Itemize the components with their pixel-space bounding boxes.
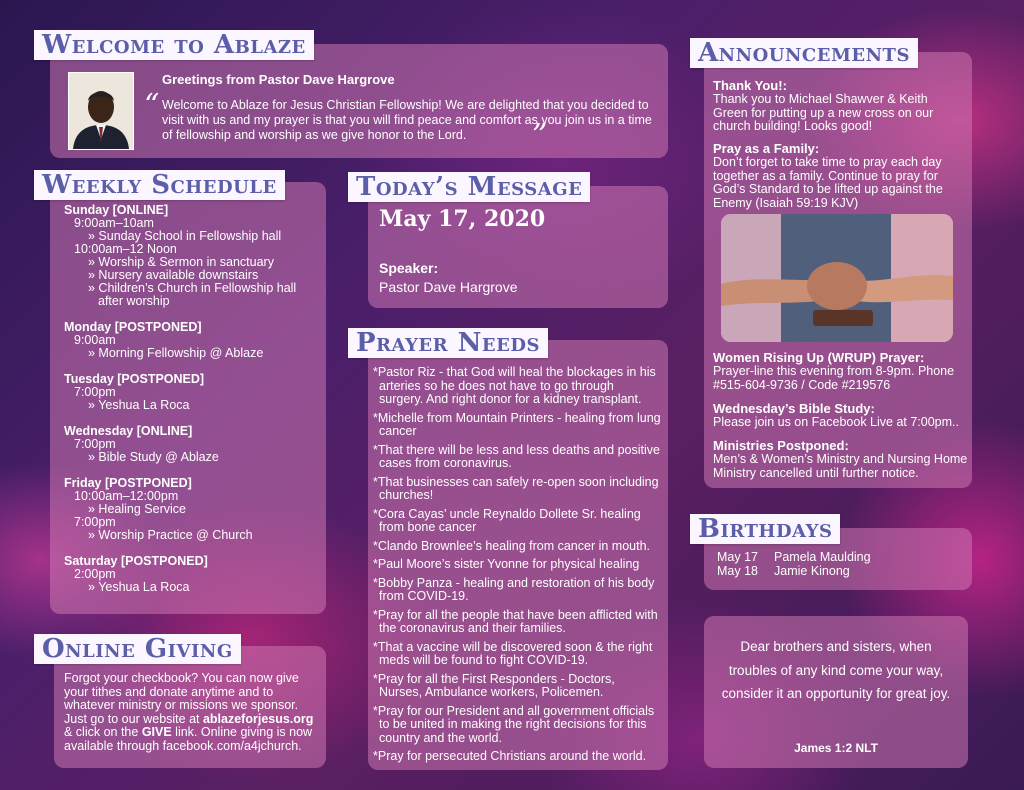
open-quote-mark: “	[144, 88, 160, 123]
announcement-3	[713, 350, 969, 392]
announcement-3-text: Prayer-line this evening from 8-9pm. Phone #515-604-9736 / Code #219576	[713, 364, 955, 392]
friday-time-1: 10:00am–12:00pm	[74, 489, 179, 503]
announcements-heading: Announcements	[690, 38, 918, 68]
wednesday-label: Wednesday [ONLINE]	[64, 424, 193, 438]
monday-event-1: » Morning Fellowship @ Ablaze	[88, 346, 264, 360]
greeting-title: Greetings from Pastor Dave Hargrove	[162, 72, 395, 87]
message-date: May 17, 2020	[379, 206, 546, 232]
sunday-time-1: 9:00am–10am	[74, 216, 154, 230]
sunday-event-2: » Worship & Sermon in sanctuary	[88, 255, 274, 269]
sunday-event-4-cont: after worship	[98, 294, 170, 308]
announcement-5-text: Men’s & Women’s Ministry and Nursing Home Ministry cancelled until further notice.	[713, 452, 968, 480]
friday-label: Friday [POSTPONED]	[64, 476, 192, 490]
prayer-item: *Pray for persecuted Christians around the world.	[373, 749, 647, 763]
announcement-2	[713, 141, 965, 210]
speaker-label: Speaker:	[379, 260, 439, 276]
welcome-heading: Welcome to Ablaze	[34, 30, 314, 60]
giving-text-3: link. Online giving is now available through facebook.com/a4jchurch.	[64, 725, 313, 753]
announcement-5-title: Ministries Postponed:	[713, 438, 849, 453]
sunday-event-1: » Sunday School in Fellowship hall	[88, 229, 282, 243]
sunday-event-3: » Nursery available downstairs	[88, 268, 259, 282]
giving-heading: Online Giving	[34, 634, 241, 664]
verse-reference: James 1:2 NLT	[794, 741, 878, 755]
wednesday-event-1: » Bible Study @ Ablaze	[88, 450, 219, 464]
sunday-label: Sunday [ONLINE]	[64, 203, 169, 217]
friday-time-2: 7:00pm	[74, 515, 116, 529]
announcement-1	[713, 78, 965, 134]
announcement-4-text: Please join us on Facebook Live at 7:00pm..	[713, 415, 959, 429]
prayer-item: *Paul Moore’s sister Yvonne for physical healing	[373, 557, 640, 571]
giving-text-2: & click on the	[64, 725, 142, 739]
schedule-list	[64, 204, 324, 594]
friday-event-2: » Worship Practice @ Church	[88, 528, 253, 542]
saturday-label: Saturday [POSTPONED]	[64, 554, 208, 568]
tuesday-event-1: » Yeshua La Roca	[88, 398, 190, 412]
monday-label: Monday [POSTPONED]	[64, 320, 202, 334]
prayer-item: *Pastor Riz - that God will heal the blockages in his arteries so he does not have to go through surgery. And right donor for a kidney transplant.	[373, 365, 656, 406]
pastor-photo	[68, 72, 134, 150]
giving-website-link[interactable]: ablazeforjesus.org	[202, 711, 314, 726]
monday-time-1: 9:00am	[74, 333, 116, 347]
saturday-time-1: 2:00pm	[74, 567, 116, 581]
message-heading: Today’s Message	[348, 172, 590, 202]
tuesday-label: Tuesday [POSTPONED]	[64, 372, 205, 386]
sunday-time-2: 10:00am–12 Noon	[74, 242, 177, 256]
give-link[interactable]: GIVE	[141, 725, 172, 739]
prayer-item: *That there will be less and less deaths and positive cases from coronavirus.	[373, 442, 660, 470]
saturday-event-1: » Yeshua La Roca	[88, 580, 190, 594]
friday-event-1: » Healing Service	[88, 502, 186, 516]
prayer-heading: Prayer Needs	[348, 328, 548, 358]
birthday-row: May 18 Jamie Kinong	[717, 564, 850, 578]
giving-text	[64, 672, 316, 753]
tuesday-time-1: 7:00pm	[74, 385, 116, 399]
giving-text-1: Forgot your checkbook? You can now give your tithes and donate anytime and to whatever ministry or missions we sponsor. Just go to our website at	[64, 671, 299, 726]
announcement-1-title: Thank You!:	[713, 78, 787, 93]
speaker-name: Pastor Dave Hargrove	[379, 279, 518, 295]
announcement-4	[713, 401, 969, 430]
birthday-row: May 17 Pamela Maulding	[717, 550, 871, 564]
prayer-item: *Pray for all the people that have been afflicted with the coronavirus and their families.	[373, 607, 658, 635]
schedule-heading: Weekly Schedule	[34, 170, 285, 200]
birthday-list	[717, 550, 871, 578]
prayer-item: *Bobby Panza - healing and restoration of his body from COVID-19.	[373, 575, 655, 603]
announcement-5	[713, 438, 969, 480]
prayer-item: *Clando Brownlee’s healing from cancer in mouth.	[373, 538, 651, 553]
announcement-1-text: Thank you to Michael Shawver & Keith Green for putting up a new cross on our church building! Looks good!	[713, 92, 934, 133]
verse-text: Dear brothers and sisters, when troubles of any kind come your way, consider it an opportunity for great joy.	[721, 639, 951, 701]
announcement-3-title: Women Rising Up (WRUP) Prayer:	[713, 350, 925, 365]
prayer-item: *Pray for all the First Responders - Doctors, Nurses, Ambulance workers, Policemen.	[373, 671, 615, 699]
prayer-item: *Michelle from Mountain Printers - healing from lung cancer	[373, 410, 661, 438]
prayer-item: *Pray for our President and all government officials to be united in making the right decisions for this country and the world.	[373, 703, 655, 745]
prayer-item: *That a vaccine will be discovered soon & the right meds will be found to fight COVID-19.	[373, 639, 653, 667]
praying-hands-photo	[721, 214, 953, 342]
wednesday-time-1: 7:00pm	[74, 437, 116, 451]
close-quote-mark: ”	[532, 118, 548, 153]
announcement-2-text: Don’t forget to take time to pray each day together as a family. Continue to pray for God’s Standard to be lifted up against the Enemy (Isaiah 59:19 KJV)	[713, 155, 943, 210]
prayer-item: *That businesses can safely re-open soon including churches!	[373, 474, 659, 502]
announcement-2-title: Pray as a Family:	[713, 141, 820, 156]
birthdays-heading: Birthdays	[690, 514, 840, 544]
prayer-list	[373, 366, 661, 769]
announcement-4-title: Wednesday’s Bible Study:	[713, 401, 875, 416]
welcome-message: Welcome to Ablaze for Jesus Christian Fellowship! We are delighted that you decided to visit with us and my prayer is that you will find peace and comfort as you join us in a time of fellowship and worship as we give honor to the Lord.	[162, 98, 652, 142]
prayer-item: *Cora Cayas’ uncle Reynaldo Dollete Sr. healing from bone cancer	[373, 506, 641, 534]
sunday-event-4: » Children’s Church in Fellowship hall	[88, 281, 297, 295]
